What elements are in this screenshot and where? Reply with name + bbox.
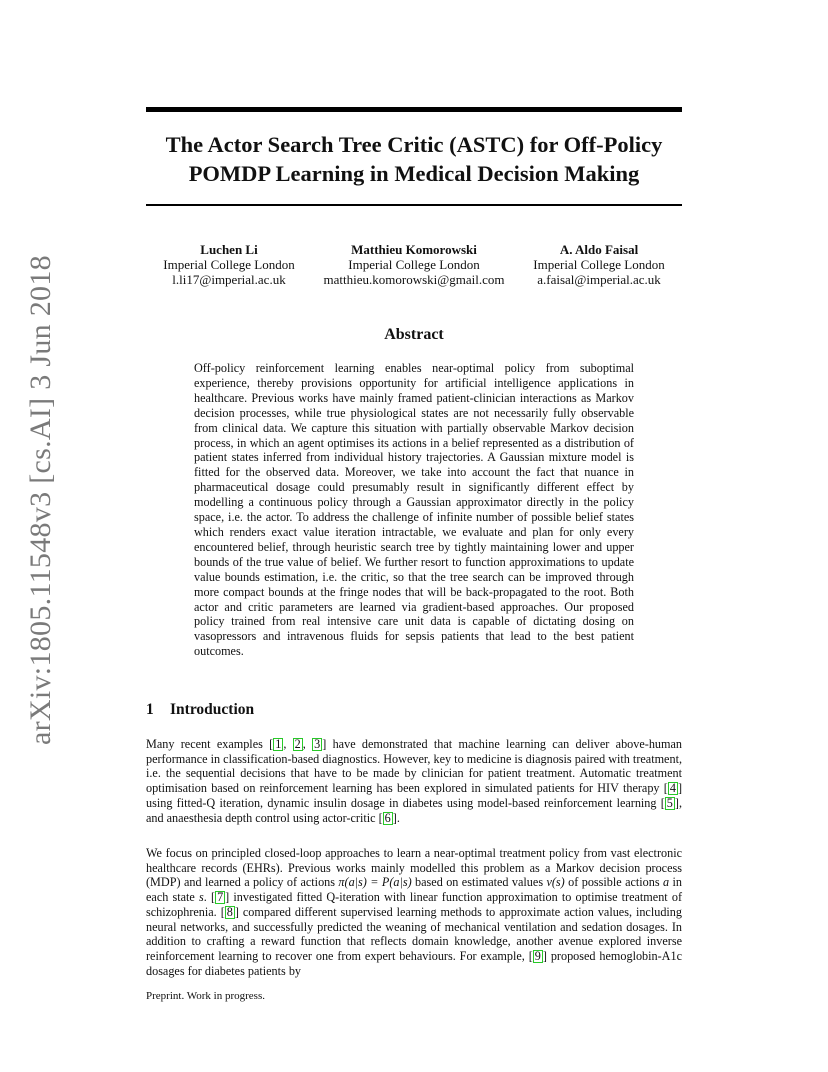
citation-link[interactable]: 6 (384, 810, 391, 825)
citation-link[interactable]: 4 (669, 781, 676, 796)
title-line-1: The Actor Search Tree Critic (ASTC) for Off-Policy (165, 132, 663, 157)
author-affiliation: Imperial College London (348, 257, 480, 272)
citation-link[interactable]: 1 (275, 737, 282, 751)
text-run: have demonstrated that machine learning can deliver above-human performance in classification-based diagnostics. However, key to medicine is diagnosis paired with treatment, i.e. the sequential decisions that have to be made by clinician for patient treatment. Automatic treatment optimisation based on reinforcement learning has been explored in simulated patients for HIV therapy (146, 737, 682, 796)
text-run: Many recent examples (146, 737, 270, 751)
text-run: compared different supervised learning methods to approximate action values, including neural networks, and successfully predicted the weaning of mechanical ventilation and sedation dosages. In addition to crafting a reward function that reflects domain knowledge, another avenue explored inverse reinforcement learning to recover one from expert behaviours. For example, (146, 904, 682, 963)
text-run: based on estimated values (411, 875, 547, 890)
text-run: investigated fitted Q-iteration with linear function approximation to optimise treatment of schizophrenia. (146, 890, 683, 919)
citation-link[interactable]: 3 (314, 737, 321, 751)
paper-title (146, 130, 682, 188)
arxiv-identifier: arXiv:1805.11548v3 [cs.AI] 3 Jun 2018 (24, 255, 57, 745)
author-email: l.li17@imperial.ac.uk (172, 272, 286, 287)
math-inline: v(s) (546, 875, 565, 890)
citation-link[interactable]: 7 (217, 890, 224, 905)
author-3 (516, 242, 682, 287)
author-affiliation: Imperial College London (533, 257, 665, 272)
citation-link[interactable]: 8 (226, 904, 233, 919)
title-rule-bottom (146, 204, 682, 206)
author-name: Luchen Li (200, 242, 258, 257)
author-block (146, 242, 682, 302)
title-rule-top (146, 107, 682, 112)
text-run: . (203, 890, 211, 905)
page-footer: Preprint. Work in progress. (146, 990, 265, 1002)
text-run: , and anaesthesia depth control using actor-critic (146, 795, 682, 825)
title-line-2: POMDP Learning in Medical Decision Making (188, 161, 640, 186)
abstract-heading: Abstract (384, 326, 444, 343)
author-name: A. Aldo Faisal (559, 242, 639, 257)
section-title: Introduction (170, 701, 255, 718)
math-inline: π(a|s) = P(a|s) (338, 875, 412, 890)
author-email: matthieu.komorowski@gmail.com (323, 272, 505, 287)
abstract-text: Off-policy reinforcement learning enables near-optimal policy from suboptimal experience, thereby provisions opportunity for artificial intelligence applications in healthcare. Previous works have mainly framed patient-clinician interactions as Markov decision processes, while true physiological states are not necessarily fully observable from clinical data. We capture this situation with partially observable Markov decision process, in which an agent optimises its actions in a belief represented as a distribution of patient states inferred from individual history trajectories. A Gaussian mixture model is fitted for the observed data. Moreover, we take into account the fact that nuance in pharmaceutical dosage could presumably result in significantly different effect by modelling a continuous policy through a Gaussian approximator directly in the policy space, i.e. the actor. To address the challenge of infinite number of possible belief states which renders exact value iteration intractable, we evaluate and plan for only every encountered belief, through heuristic search tree by tightly maintaining lower and upper bounds of the true value of belief. We further resort to function approximations to update value bounds estimation, i.e. the critic, so that the tree search can be improved through more compact bounds at the fringe nodes that will be back-propagated to the root. Both actor and critic parameters are learned via gradient-based approaches. Our proposed policy trained from real intensive care unit data is capable of dictating dosing on vasopressors and intravenous fluids for sepsis patients that lead to the best patient outcomes. (194, 361, 634, 659)
text-run: proposed hemoglobin-A1c dosages for diabetes patients by (146, 948, 682, 978)
author-name: Matthieu Komorowski (351, 242, 477, 257)
citation-link[interactable]: 5 (666, 795, 673, 810)
intro-paragraph-2: We focus on principled closed-loop approaches to learn a near-optimal treatment policy from vast electronic healthcare records (EHRs). Previous works mainly modelled this problem as a Markov decision process (MDP) and learned a policy of actions π(a|s) = P(a|s) based on estimated values v(s) of possible actions a in each state s. [ 7 ] investigated fitted Q-iteration with linear function approximation to optimise treatment of schizophrenia. [ 8 ] compared different supervised learning methods to approximate action values, including neural networks, and successfully predicted the weaning of mechanical ventilation and sedation dosages. In addition to crafting a reward function that reflects domain knowledge, another avenue explored inverse reinforcement learning to recover one from expert behaviours. For example, [ 9 ] proposed hemoglobin-A1c dosages for diabetes patients by (146, 846, 683, 978)
section-heading-introduction (146, 701, 254, 719)
text-run: . (396, 810, 400, 825)
text-run: using fitted-Q iteration, dynamic insulin dosage in diabetes using model-based reinforcement learning (146, 795, 661, 810)
math-inline: a (663, 875, 670, 890)
citation-link[interactable]: 9 (534, 948, 541, 963)
author-email: a.faisal@imperial.ac.uk (537, 272, 661, 287)
author-1 (146, 242, 312, 287)
author-affiliation: Imperial College London (163, 257, 295, 272)
citation-link[interactable]: 2 (294, 737, 301, 751)
text-run: in each state (146, 875, 682, 905)
section-number: 1 (146, 701, 154, 718)
text-run: of possible actions (564, 875, 664, 890)
text-run: We focus on principled closed-loop approaches to learn a near-optimal treatment policy from vast electronic healthcare records (EHRs). Previous works mainly modelled this problem as a Markov decision process (MDP) and learned a policy of actions (146, 846, 682, 890)
math-inline: s (199, 890, 204, 905)
intro-paragraph-1: Many recent examples [ 1 , 2 , 3 ] have demonstrated that machine learning can deliver above-human performance in classification-based diagnostics. However, key to medicine is diagnosis paired with treatment, i.e. the sequential decisions that have to be made by clinician for patient treatment. Automatic treatment optimisation based on reinforcement learning has been explored in simulated patients for HIV therapy [ 4 ] using fitted-Q iteration, dynamic insulin dosage in diabetes using model-based reinforcement learning [ 5 ], and anaesthesia depth control using actor-critic [ 6 ]. (146, 737, 682, 825)
author-2 (312, 242, 516, 287)
